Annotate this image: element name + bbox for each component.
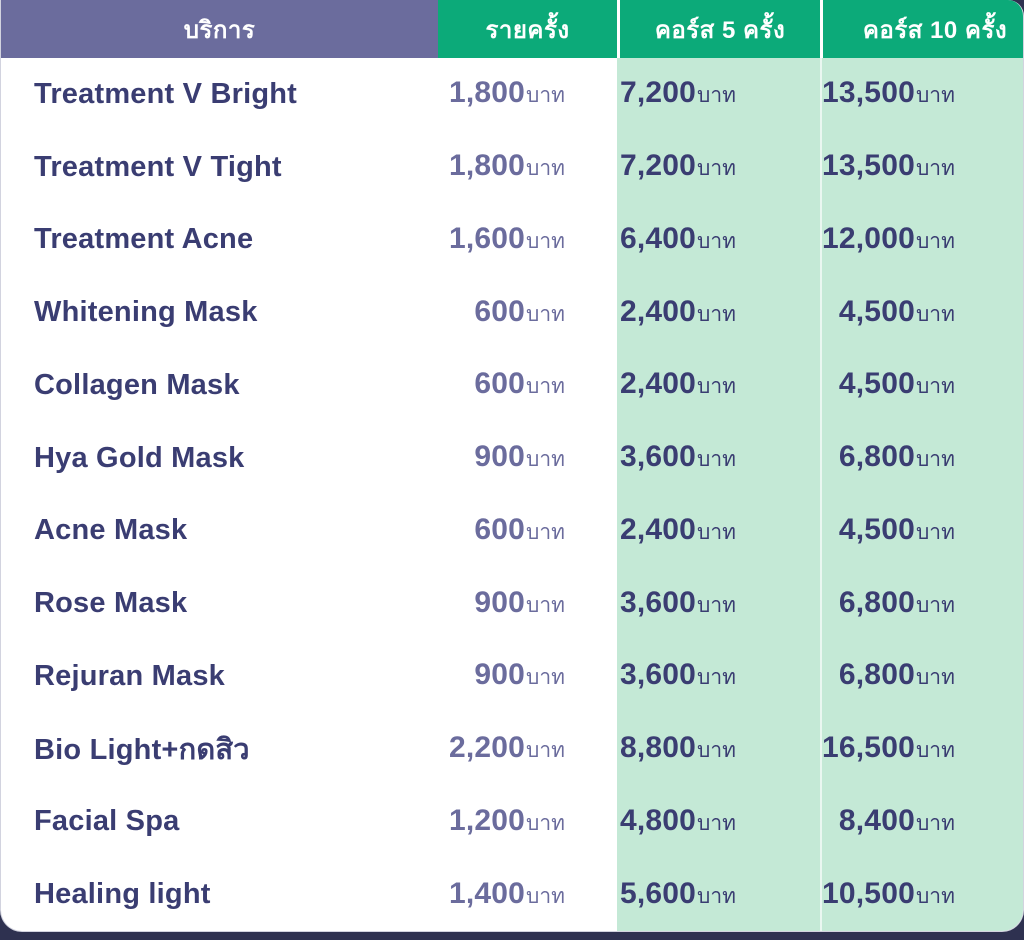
currency-suffix: บาท: [915, 375, 955, 399]
price-single: 900 บาท: [474, 440, 565, 476]
price-single: 1,800 บาท: [449, 76, 565, 112]
header-course10-label: คอร์ส 10 ครั้ง: [862, 16, 1008, 44]
price-single: 1,400 บาท: [449, 877, 565, 913]
price-course5: 2,400 บาท: [620, 295, 736, 331]
price-single-cell: [438, 58, 617, 131]
price-course10: 4,500 บาท: [839, 513, 955, 549]
price-course10-cell: [820, 276, 1024, 349]
price-course10: 8,400 บาท: [839, 804, 955, 840]
currency-suffix: บาท: [697, 811, 736, 835]
currency-suffix: บาท: [526, 884, 565, 908]
price-course10-cell: [820, 858, 1024, 931]
price-course5: 4,800 บาท: [620, 804, 736, 840]
price-course10: 12,000 บาท: [822, 222, 955, 258]
currency-suffix: บาท: [915, 84, 955, 108]
price-course5: 5,600 บาท: [620, 877, 736, 913]
currency-suffix: บาท: [526, 229, 565, 253]
currency-suffix: บาท: [526, 448, 565, 472]
service-cell: [1, 495, 438, 568]
price-single-cell: [438, 858, 617, 931]
currency-suffix: บาท: [526, 375, 565, 399]
price-course5: 7,200 บาท: [620, 149, 736, 185]
service-name: Facial Spa: [34, 805, 180, 838]
currency-suffix: บาท: [915, 666, 955, 690]
currency-suffix: บาท: [915, 593, 955, 617]
currency-suffix: บาท: [915, 811, 955, 835]
price-course5-cell: [617, 58, 820, 131]
price-course10: 4,500 บาท: [839, 367, 955, 403]
price-course10-cell: [820, 349, 1024, 422]
currency-suffix: บาท: [915, 229, 955, 253]
service-cell: [1, 131, 438, 204]
price-single: 900 บาท: [474, 658, 565, 694]
service-cell: [1, 713, 438, 786]
currency-suffix: บาท: [526, 666, 565, 690]
currency-suffix: บาท: [697, 229, 736, 253]
service-name: Treatment V Bright: [34, 77, 298, 110]
price-course10: 13,500 บาท: [822, 149, 955, 185]
service-cell: [1, 58, 438, 131]
price-course10-cell: [820, 786, 1024, 859]
header-service: [1, 0, 438, 58]
header-single-label: รายครั้ง: [485, 16, 570, 44]
service-name: Rose Mask: [34, 587, 188, 620]
price-single: 1,600 บาท: [449, 222, 565, 258]
currency-suffix: บาท: [697, 739, 736, 763]
price-course10: 13,500 บาท: [822, 76, 955, 112]
currency-suffix: บาท: [526, 157, 565, 181]
price-single: 600 บาท: [474, 295, 565, 331]
price-single-cell: [438, 713, 617, 786]
header-course10: [820, 0, 1024, 58]
currency-suffix: บาท: [915, 739, 955, 763]
service-name: Bio Light+กดสิว: [34, 734, 250, 767]
service-cell: [1, 786, 438, 859]
currency-suffix: บาท: [526, 811, 565, 835]
currency-suffix: บาท: [697, 448, 736, 472]
service-cell: [1, 858, 438, 931]
price-course10: 6,800 บาท: [839, 440, 955, 476]
price-course10-cell: [820, 567, 1024, 640]
price-course5-cell: [617, 204, 820, 277]
service-name: Hya Gold Mask: [34, 441, 245, 474]
price-course10-cell: [820, 131, 1024, 204]
price-course5: 8,800 บาท: [620, 731, 736, 767]
price-course5: 2,400 บาท: [620, 513, 736, 549]
price-course5-cell: [617, 131, 820, 204]
currency-suffix: บาท: [915, 884, 955, 908]
price-course5-cell: [617, 786, 820, 859]
service-cell: [1, 567, 438, 640]
price-course5-cell: [617, 495, 820, 568]
currency-suffix: บาท: [915, 448, 955, 472]
service-cell: [1, 276, 438, 349]
price-course5-cell: [617, 349, 820, 422]
price-course10-cell: [820, 58, 1024, 131]
price-course5: 3,600 บาท: [620, 440, 736, 476]
currency-suffix: บาท: [697, 302, 736, 326]
currency-suffix: บาท: [697, 666, 736, 690]
header-service-label: บริการ: [183, 16, 256, 44]
price-course10: 6,800 บาท: [839, 658, 955, 694]
price-single: 1,200 บาท: [449, 804, 565, 840]
header-course5: [617, 0, 820, 58]
currency-suffix: บาท: [526, 520, 565, 544]
currency-suffix: บาท: [915, 157, 955, 181]
price-course10: 10,500 บาท: [822, 877, 955, 913]
price-course5-cell: [617, 422, 820, 495]
service-name: Healing light: [34, 878, 211, 911]
header-single: [438, 0, 617, 58]
service-cell: [1, 204, 438, 277]
service-cell: [1, 422, 438, 495]
price-single: 600 บาท: [474, 513, 565, 549]
price-course10: 6,800 บาท: [839, 586, 955, 622]
price-course10-cell: [820, 204, 1024, 277]
price-course5-cell: [617, 567, 820, 640]
currency-suffix: บาท: [697, 593, 736, 617]
price-single-cell: [438, 276, 617, 349]
price-course10-cell: [820, 422, 1024, 495]
service-name: Collagen Mask: [34, 368, 240, 401]
service-cell: [1, 349, 438, 422]
price-table: [1, 0, 1023, 931]
price-single-cell: [438, 422, 617, 495]
currency-suffix: บาท: [915, 520, 955, 544]
price-course5-cell: [617, 276, 820, 349]
service-name: Whitening Mask: [34, 296, 258, 329]
currency-suffix: บาท: [697, 520, 736, 544]
currency-suffix: บาท: [697, 84, 736, 108]
price-single: 2,200 บาท: [449, 731, 565, 767]
price-course10: 16,500 บาท: [822, 731, 955, 767]
price-course5-cell: [617, 858, 820, 931]
price-single-cell: [438, 567, 617, 640]
service-name: Treatment Acne: [34, 223, 254, 256]
service-name: Acne Mask: [34, 514, 188, 547]
price-single-cell: [438, 349, 617, 422]
currency-suffix: บาท: [697, 884, 736, 908]
price-course5: 6,400 บาท: [620, 222, 736, 258]
price-course5: 3,600 บาท: [620, 586, 736, 622]
price-course5: 3,600 บาท: [620, 658, 736, 694]
price-course5: 7,200 บาท: [620, 76, 736, 112]
currency-suffix: บาท: [697, 375, 736, 399]
price-course10-cell: [820, 713, 1024, 786]
currency-suffix: บาท: [697, 157, 736, 181]
price-course10: 4,500 บาท: [839, 295, 955, 331]
price-course5-cell: [617, 713, 820, 786]
price-course5: 2,400 บาท: [620, 367, 736, 403]
price-single: 600 บาท: [474, 367, 565, 403]
currency-suffix: บาท: [526, 739, 565, 763]
currency-suffix: บาท: [526, 84, 565, 108]
service-cell: [1, 640, 438, 713]
header-course5-label: คอร์ส 5 ครั้ง: [654, 16, 786, 44]
service-name: Treatment V Tight: [34, 150, 282, 183]
price-single-cell: [438, 786, 617, 859]
price-course5-cell: [617, 640, 820, 713]
price-course10-cell: [820, 640, 1024, 713]
price-course10-cell: [820, 495, 1024, 568]
service-name: Rejuran Mask: [34, 659, 225, 692]
price-single-cell: [438, 495, 617, 568]
price-single-cell: [438, 640, 617, 713]
currency-suffix: บาท: [915, 302, 955, 326]
price-single: 1,800 บาท: [449, 149, 565, 185]
currency-suffix: บาท: [526, 593, 565, 617]
price-single-cell: [438, 131, 617, 204]
currency-suffix: บาท: [526, 302, 565, 326]
price-single: 900 บาท: [474, 586, 565, 622]
price-single-cell: [438, 204, 617, 277]
